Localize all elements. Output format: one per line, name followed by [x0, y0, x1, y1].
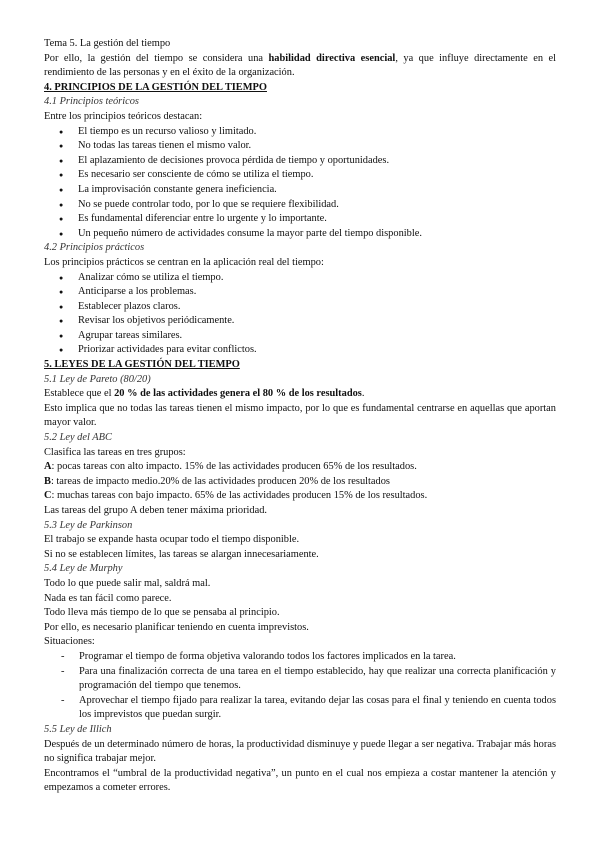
- parkinson-line: Si no se establecen límites, las tareas se alargan innecesariamente.: [44, 548, 319, 560]
- situations-label: Situaciones:: [44, 636, 95, 648]
- murphy-line: Nada es tan fácil como parece.: [44, 592, 172, 604]
- list-item: ● El aplazamiento de decisiones provoca pérdida de tiempo y oportunidades.: [44, 154, 556, 169]
- list-item: ● Agrupar tareas similares.: [44, 329, 556, 344]
- abc-row-a: A: pocas tareas con alto impacto. 15% de las actividades producen 65% de los resultados.: [44, 461, 417, 473]
- section-5-heading: 5. LEYES DE LA GESTIÓN DEL TIEMPO: [44, 359, 240, 371]
- murphy-line: Por ello, es necesario planificar teniendo en cuenta imprevistos.: [44, 621, 309, 633]
- subsection-5-5-heading: 5.5 Ley de Illich: [44, 723, 112, 735]
- list-item: ● Es fundamental diferenciar entre lo urgente y lo importante.: [44, 212, 556, 227]
- murphy-line: Todo lleva más tiempo de lo que se pensaba al principio.: [44, 607, 280, 619]
- list-item: ● La improvisación constante genera ineficiencia.: [44, 183, 556, 198]
- pareto-explanation: Esto implica que no todas las tareas tienen el mismo impacto, por lo que es fundamental centrarse en aquellas que aportan mayor valor.: [44, 402, 556, 429]
- abc-row-b: B: tareas de impacto medio.20% de las actividades producen 20% de los resultados: [44, 475, 390, 487]
- subsection-5-3-heading: 5.3 Ley de Parkinson: [44, 519, 133, 531]
- abc-note: Las tareas del grupo A deben tener máxima prioridad.: [44, 505, 268, 516]
- list-item: ● El tiempo es un recurso valioso y limitado.: [44, 125, 556, 140]
- abc-row-c: C: muchas tareas con bajo impacto. 65% de las actividades producen 15% de los resultados.: [44, 490, 428, 502]
- list-item: ● Anticiparse a los problemas.: [44, 285, 556, 300]
- pareto-statement: Establece que el 20 % de las actividades genera el 80 % de los resultados.: [44, 388, 365, 400]
- subsection-4-2-heading: 4.2 Principios prácticos: [44, 242, 145, 254]
- subsection-5-2-heading: 5.2 Ley del ABC: [44, 432, 112, 444]
- illich-paragraph-2: Encontramos el “umbral de la productividad negativa”, un punto en el cual nos empieza a costar mantener la atención y empezamos a cometer errores.: [44, 767, 556, 794]
- principles-practice-intro: Los principios prácticos se centran en la aplicación real del tiempo:: [44, 256, 324, 268]
- illich-paragraph-1: Después de un determinado número de horas, la productividad disminuye y puede llegar a ser negativa. Trabajar más horas no significa trabajar mejor.: [44, 738, 556, 765]
- intro-paragraph: Por ello, la gestión del tiempo se considera una habilidad directiva esencial, ya que influye directamente en el rendimiento de las personas y en el éxito de la organización.: [44, 52, 557, 79]
- subsection-4-1-heading: 4.1 Principios teóricos: [44, 96, 139, 108]
- abc-intro: Clasifica las tareas en tres grupos:: [44, 446, 186, 458]
- subsection-5-1-heading: 5.1 Ley de Pareto (80/20): [44, 373, 151, 385]
- list-item: ● Un pequeño número de actividades consume la mayor parte del tiempo disponible.: [44, 227, 556, 242]
- parkinson-line: El trabajo se expande hasta ocupar todo el tiempo disponible.: [44, 534, 300, 546]
- list-item: ● Es necesario ser consciente de cómo se utiliza el tiempo.: [44, 168, 556, 183]
- principles-theory-intro: Entre los principios teóricos destacan:: [44, 110, 203, 122]
- list-item: ● Priorizar actividades para evitar conflictos.: [44, 343, 556, 358]
- list-item: ● Establecer plazos claros.: [44, 300, 556, 315]
- list-item: ● No todas las tareas tienen el mismo valor.: [44, 139, 556, 154]
- document-page: [44, 37, 556, 796]
- murphy-line: Todo lo que puede salir mal, saldrá mal.: [44, 577, 211, 589]
- subsection-5-4-heading: 5.4 Ley de Murphy: [44, 563, 123, 575]
- section-4-heading: 4. PRINCIPIOS DE LA GESTIÓN DEL TIEMPO: [44, 81, 267, 93]
- principles-theory-list: [44, 125, 556, 242]
- list-item: - Programar el tiempo de forma objetiva valorando todos los factores implicados en la tarea.: [44, 650, 556, 665]
- list-item: - Aprovechar el tiempo fijado para realizar la tarea, evitando dejar las cosas para el final y teniendo en cuenta todos los imprevistos que puedan surgir.: [44, 694, 556, 723]
- list-item: - Para una finalización correcta de una tarea en el tiempo establecido, hay que realizar una correcta planificación y programación del tiempo que tenemos.: [44, 665, 556, 694]
- principles-practice-list: [44, 271, 556, 359]
- situations-list: [44, 650, 556, 723]
- list-item: ● No se puede controlar todo, por lo que se requiere flexibilidad.: [44, 198, 556, 213]
- document-title: Tema 5. La gestión del tiempo: [44, 38, 171, 49]
- list-item: ● Revisar los objetivos periódicamente.: [44, 314, 556, 329]
- list-item: ● Analizar cómo se utiliza el tiempo.: [44, 271, 556, 286]
